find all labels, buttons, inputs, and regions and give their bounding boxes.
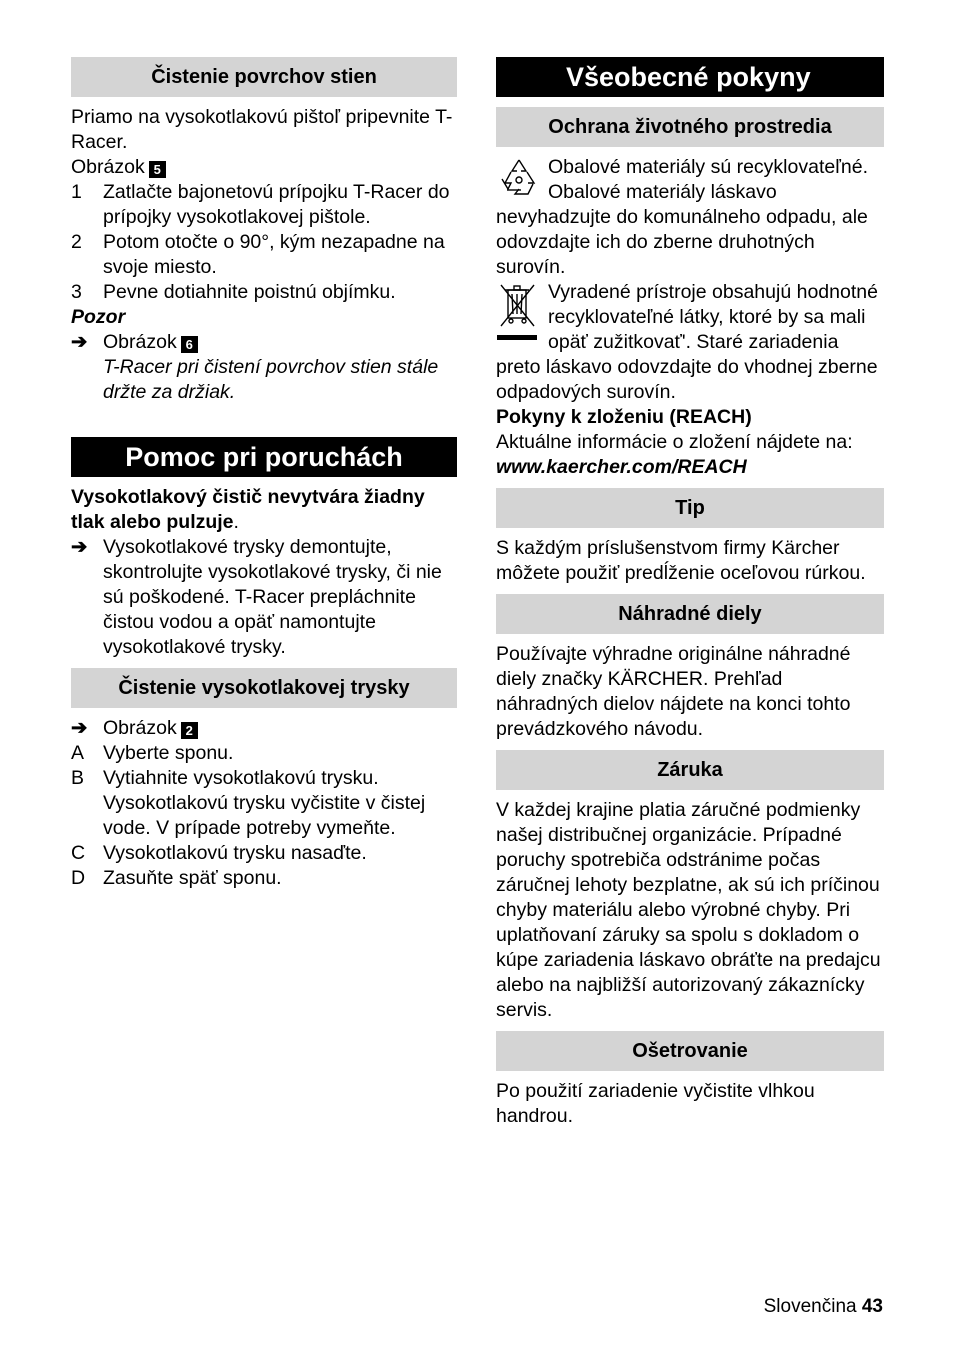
care-text: Po použití zariadenie vyčistite vlhkou handrou. [496,1080,815,1127]
recycle-icon [496,155,548,205]
arrow-right-icon: ➔ [71,717,88,739]
figure-number: 2 [181,722,198,739]
step: 1 Zatlačte bajonetovú prípojku T-Racer do prípojky vysokotlakovej pištole. [71,181,450,228]
heading-warranty: Záruka [496,750,884,790]
step: A Vyberte sponu. [71,742,234,764]
step: C Vysokotlakovú trysku nasaďte. [71,842,367,864]
env-old-devices: Vyradené prístroje obsahujú hodnotné recyklovateľné látky, ktoré by sa mali opäť zužitkovať'. Staré zariadenia preto láskavo odovzdajte do vhodnej zberne odpadových surovín. [496,281,878,403]
reach-link[interactable]: www.kaercher.com/REACH [496,456,747,478]
reach-heading: Pokyny k zloženiu (REACH) [496,406,752,428]
figure-ref: Obrázok 5 [71,155,457,180]
heading-troubleshooting: Pomoc pri poruchách [71,437,457,477]
page-number: 43 [861,1296,883,1317]
heading-nozzle-cleaning: Čistenie vysokotlakovej trysky [71,668,457,708]
figure-number: 5 [149,161,166,178]
heading-environment: Ochrana životného prostredia [496,107,884,147]
figure-number: 6 [181,336,198,353]
heading-care: Ošetrovanie [496,1031,884,1071]
arrow-right-icon: ➔ [71,331,88,353]
step: B Vytiahnite vysokotlakovú trysku. Vysokotlakovú trysku vyčistite v čistej vode. V prípade potreby vymeňte. [71,767,426,839]
nozzle-figure-ref: ➔ Obrázok 2 [71,716,457,741]
heading-general-notes: Všeobecné pokyny [496,57,884,97]
caution-text: T-Racer pri čistení povrchov stien stále držte za držiak. [103,356,439,403]
arrow-right-icon: ➔ [71,536,88,558]
env-packaging: Obalové materiály sú recyklovateľné. Obalové materiály láskavo nevyhadzujte do komunálneho odpadu, ale odovzdajte ich do zberne druhotných surovín. [496,156,868,278]
spare-parts-text: Používajte výhradne originálne náhradné diely značky KÄRCHER. Prehľad náhradných dielov nájdete na konci tohto prevádzkového návodu. [496,643,851,740]
crossed-bin-icon [496,280,548,355]
step: D Zasuňte späť sponu. [71,867,282,889]
heading-tip: Tip [496,488,884,528]
remedy-item: ➔ Vysokotlakové trysky demontujte, skontrolujte vysokotlakové trysky, či nie sú poškodené. T-Racer prepláchnite čistou vodou a opäť namontujte vysokotlakové trysky. [71,536,442,658]
caution-item: ➔ Obrázok 6 [71,330,457,355]
right-column [496,57,884,1129]
heading-spare-parts: Náhradné diely [496,594,884,634]
problem-text: Vysokotlakový čistič nevytvára žiadny tlak alebo pulzuje. [71,486,425,533]
step: 3 Pevne dotiahnite poistnú objímku. [71,281,396,303]
step: 2 Potom otočte o 90°, kým nezapadne na svoje miesto. [71,231,445,278]
caution-label: Pozor [71,306,126,328]
wall-cleaning-intro: Priamo na vysokotlakovú pištoľ pripevnite T-Racer. [71,106,453,153]
heading-wall-cleaning: Čistenie povrchov stien [71,57,457,97]
warranty-text: V každej krajine platia záručné podmienky našej distribučnej organizácie. Prípadné poruchy spotrebiča odstránime počas záručnej lehoty bezplatne, ak sú ich príčinou chyby materiálu alebo výrobné chyby. Pri uplatňovaní záruky sa spolu s dokladom o kúpe zariadenia láskavo obráťte na predajcu alebo na najbližší autorizovaný zákaznícky servis. [496,799,881,1021]
page-footer [764,1296,883,1318]
tip-text: S každým príslušenstvom firmy Kärcher môžete použiť predĺženie oceľovou rúrkou. [496,537,866,584]
footer-language: Slovenčina [763,1296,857,1317]
left-column [71,57,457,891]
reach-text: Aktuálne informácie o zložení nájdete na: [496,431,853,453]
